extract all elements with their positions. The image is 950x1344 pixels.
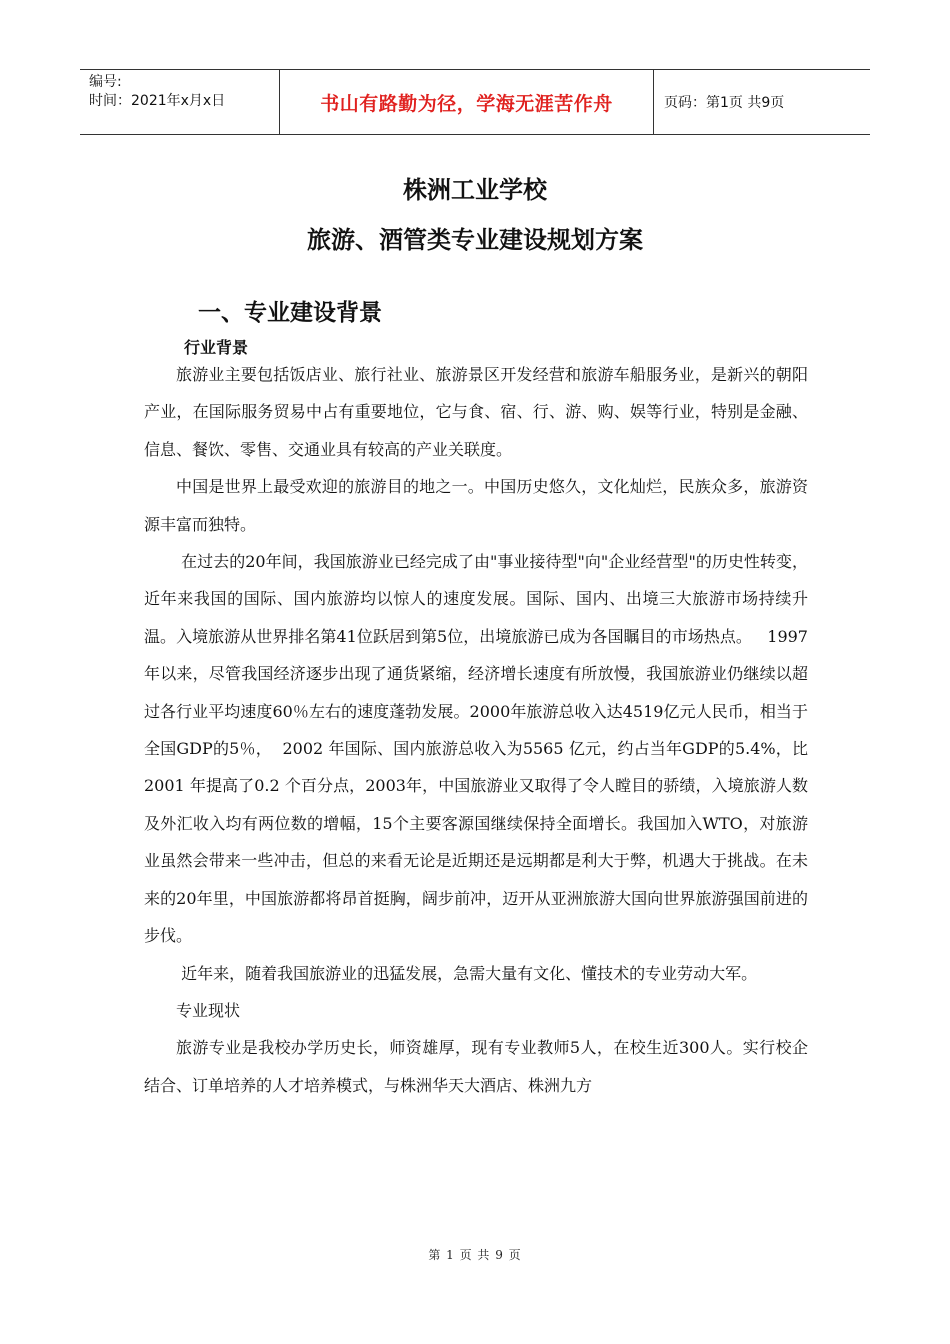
document-title-line2: 旅游、酒管类专业建设规划方案 (307, 226, 643, 254)
paragraph: 中国是世界上最受欢迎的旅游目的地之一。中国历史悠久，文化灿烂，民族众多，旅游资源丰富而独特。 (144, 477, 808, 534)
body-content (144, 356, 808, 1104)
header-page-info: 页码：第1页 共9页 (664, 95, 785, 111)
document-title-line1: 株洲工业学校 (403, 176, 547, 204)
paragraph: 在过去的20年间，我国旅游业已经完成了由"事业接待型"向"企业经营型"的历史性转变，近年来我国的国际、国内旅游均以惊人的速度发展。国际、国内、出境三大旅游市场持续升温。入境旅游从世界排名第41位跃居到第5位，出境旅游已成为各国瞩目的市场热点。 1997年以来，尽管我国经济逐步出现了通货紧缩，经济增长速度有所放慢，我国旅游业仍继续以超过各行业平均速度60％左右的速度蓬勃发展。2000年旅游总收入达4519亿元人民币，相当于全国GDP的5％， 2002 年国际、国内旅游总收入为5565 亿元，约占当年GDP的5.4%，比2001 年提高了0.2 个百分点，2003年，中国旅游业又取得了令人瞠目的骄绩，入境旅游人数及外汇收入均有两位数的增幅，15个主要客源国继续保持全面增长。我国加入WTO，对旅游业虽然会带来一些冲击，但总的来看无论是近期还是远期都是利大于弊，机遇大于挑战。在未来的20年里，中国旅游都将昂首挺胸，阔步前冲，迈开从亚洲旅游大国向世界旅游强国前进的步伐。 (144, 552, 808, 946)
code-label: 编号: (89, 74, 122, 90)
section-heading: 一、专业建设背景 (198, 300, 382, 326)
paragraph-heading: 专业现状 (176, 1000, 241, 1020)
header-left-cell (80, 70, 280, 134)
time-label: 时间：2021年x月x日 (89, 93, 226, 109)
header-motto: 书山有路勤为径，学海无涯苦作舟 (280, 70, 654, 134)
paragraph: 旅游专业是我校办学历史长，师资雄厚，现有专业教师5人，在校生近300人。实行校企结合、订单培养的人才培养模式，与株洲华天大酒店、株洲九方 (144, 1038, 808, 1095)
paragraph: 近年来，随着我国旅游业的迅猛发展，急需大量有文化、懂技术的专业劳动大军。 (176, 963, 758, 983)
page-footer: 第 1 页 共 9 页 (428, 1248, 522, 1262)
paragraph: 旅游业主要包括饭店业、旅行社业、旅游景区开发经营和旅游车船服务业，是新兴的朝阳产业，在国际服务贸易中占有重要地位，它与食、宿、行、游、购、娱等行业，特别是金融、信息、餐饮、零售、交通业具有较高的产业关联度。 (144, 365, 808, 459)
sub-heading: 行业背景 (184, 338, 249, 357)
document-header (80, 69, 870, 135)
